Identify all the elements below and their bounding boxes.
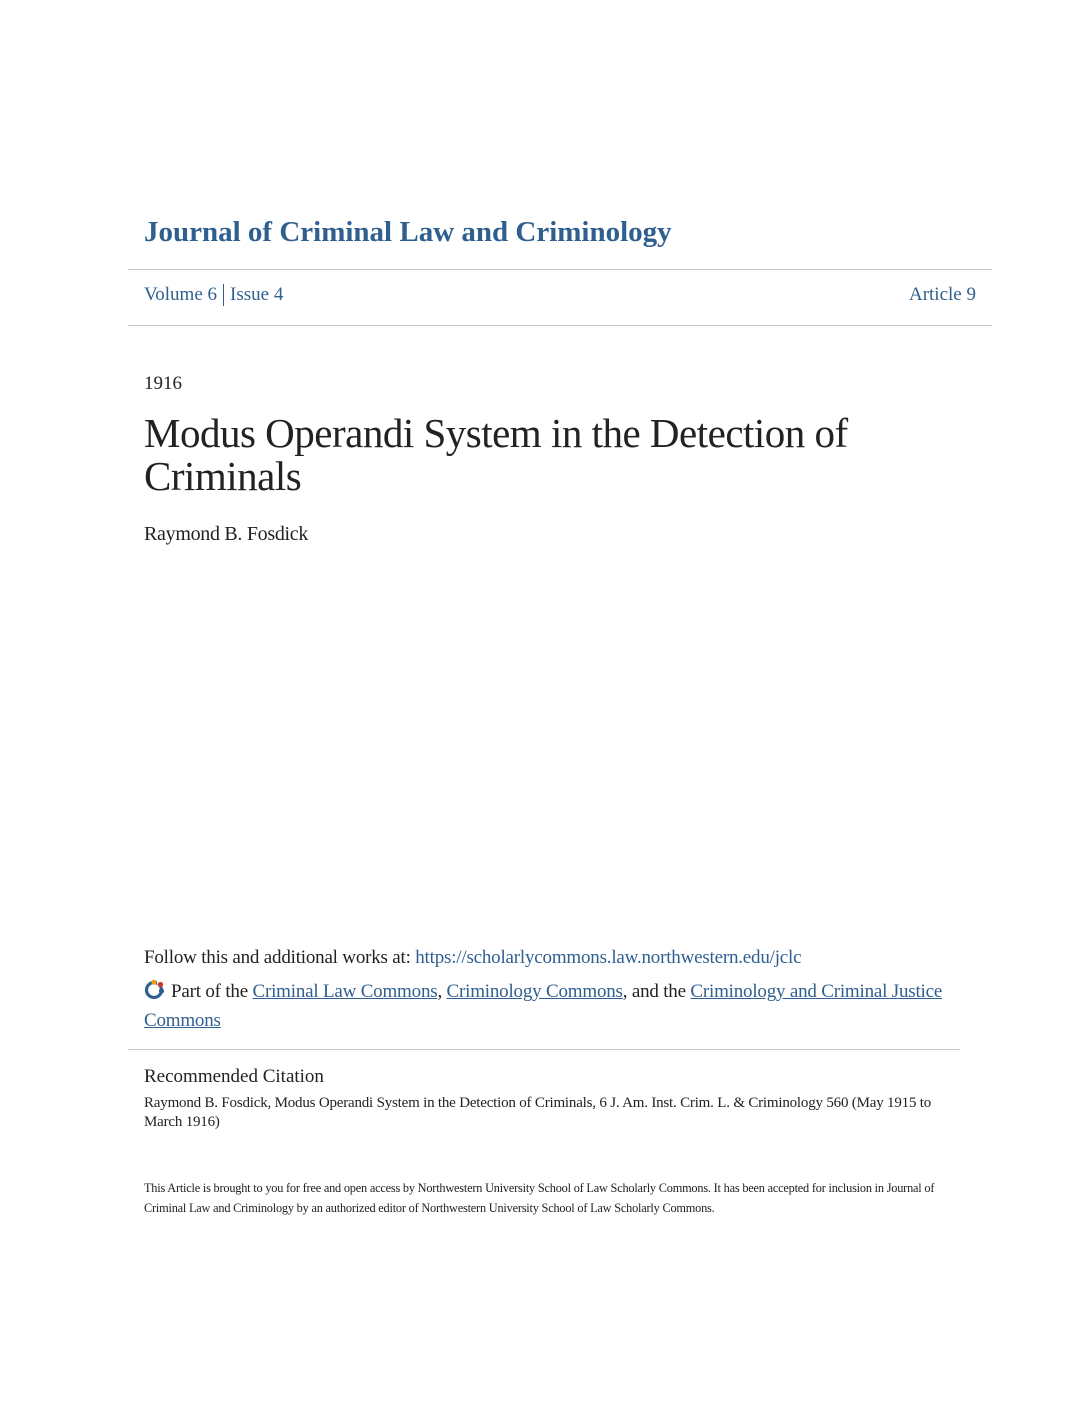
follow-line (144, 947, 801, 969)
comma-separator: , (437, 981, 447, 1002)
citation-heading: Recommended Citation (144, 1066, 324, 1087)
article-author: Raymond B. Fosdick (144, 523, 309, 545)
article-number-link[interactable]: Article 9 (908, 284, 976, 305)
repository-url-link[interactable]: https://scholarlycommons.law.northwestern.edu/jclc (415, 947, 802, 968)
criminology-commons-link[interactable]: Criminology Commons (446, 981, 623, 1002)
bepress-network-icon (144, 978, 168, 1008)
journal-title[interactable] (144, 216, 672, 249)
header-rule-bottom (128, 325, 992, 326)
criminology-criminal-justice-commons-link[interactable]: Criminology and Criminal Justice Commons (144, 981, 943, 1031)
part-of-line (144, 978, 964, 1034)
access-statement: This Article is brought to you for free and open access by Northwestern University School of Law Scholarly Commons. It has been accepted for inclusion in Journal of Criminal Law and Criminology by an authorized editor of Northwestern University School of Law Scholarly Commons. (144, 1181, 935, 1215)
follow-prefix: Follow this and additional works at: (144, 947, 416, 968)
volume-link[interactable]: Volume 6 (144, 284, 218, 305)
part-of-prefix: Part of the (171, 981, 253, 1002)
citation-text: Raymond B. Fosdick, Modus Operandi System in the Detection of Criminals, 6 J. Am. Inst. Crim. L. & Criminology 560 (May 1915 to March 1916) (144, 1095, 932, 1130)
header-rule-top (128, 269, 992, 270)
citation-rule (128, 1049, 960, 1050)
article-title: Modus Operandi System in the Detection of Criminals (144, 410, 848, 499)
volume-issue-separator (223, 284, 224, 306)
volume-row (144, 284, 976, 306)
and-the-separator: , and the (622, 981, 691, 1002)
criminal-law-commons-link[interactable]: Criminal Law Commons (252, 981, 438, 1002)
issue-link[interactable]: Issue 4 (230, 284, 284, 305)
journal-title-link[interactable]: Journal of Criminal Law and Criminology (144, 216, 672, 248)
publication-year: 1916 (144, 373, 182, 394)
